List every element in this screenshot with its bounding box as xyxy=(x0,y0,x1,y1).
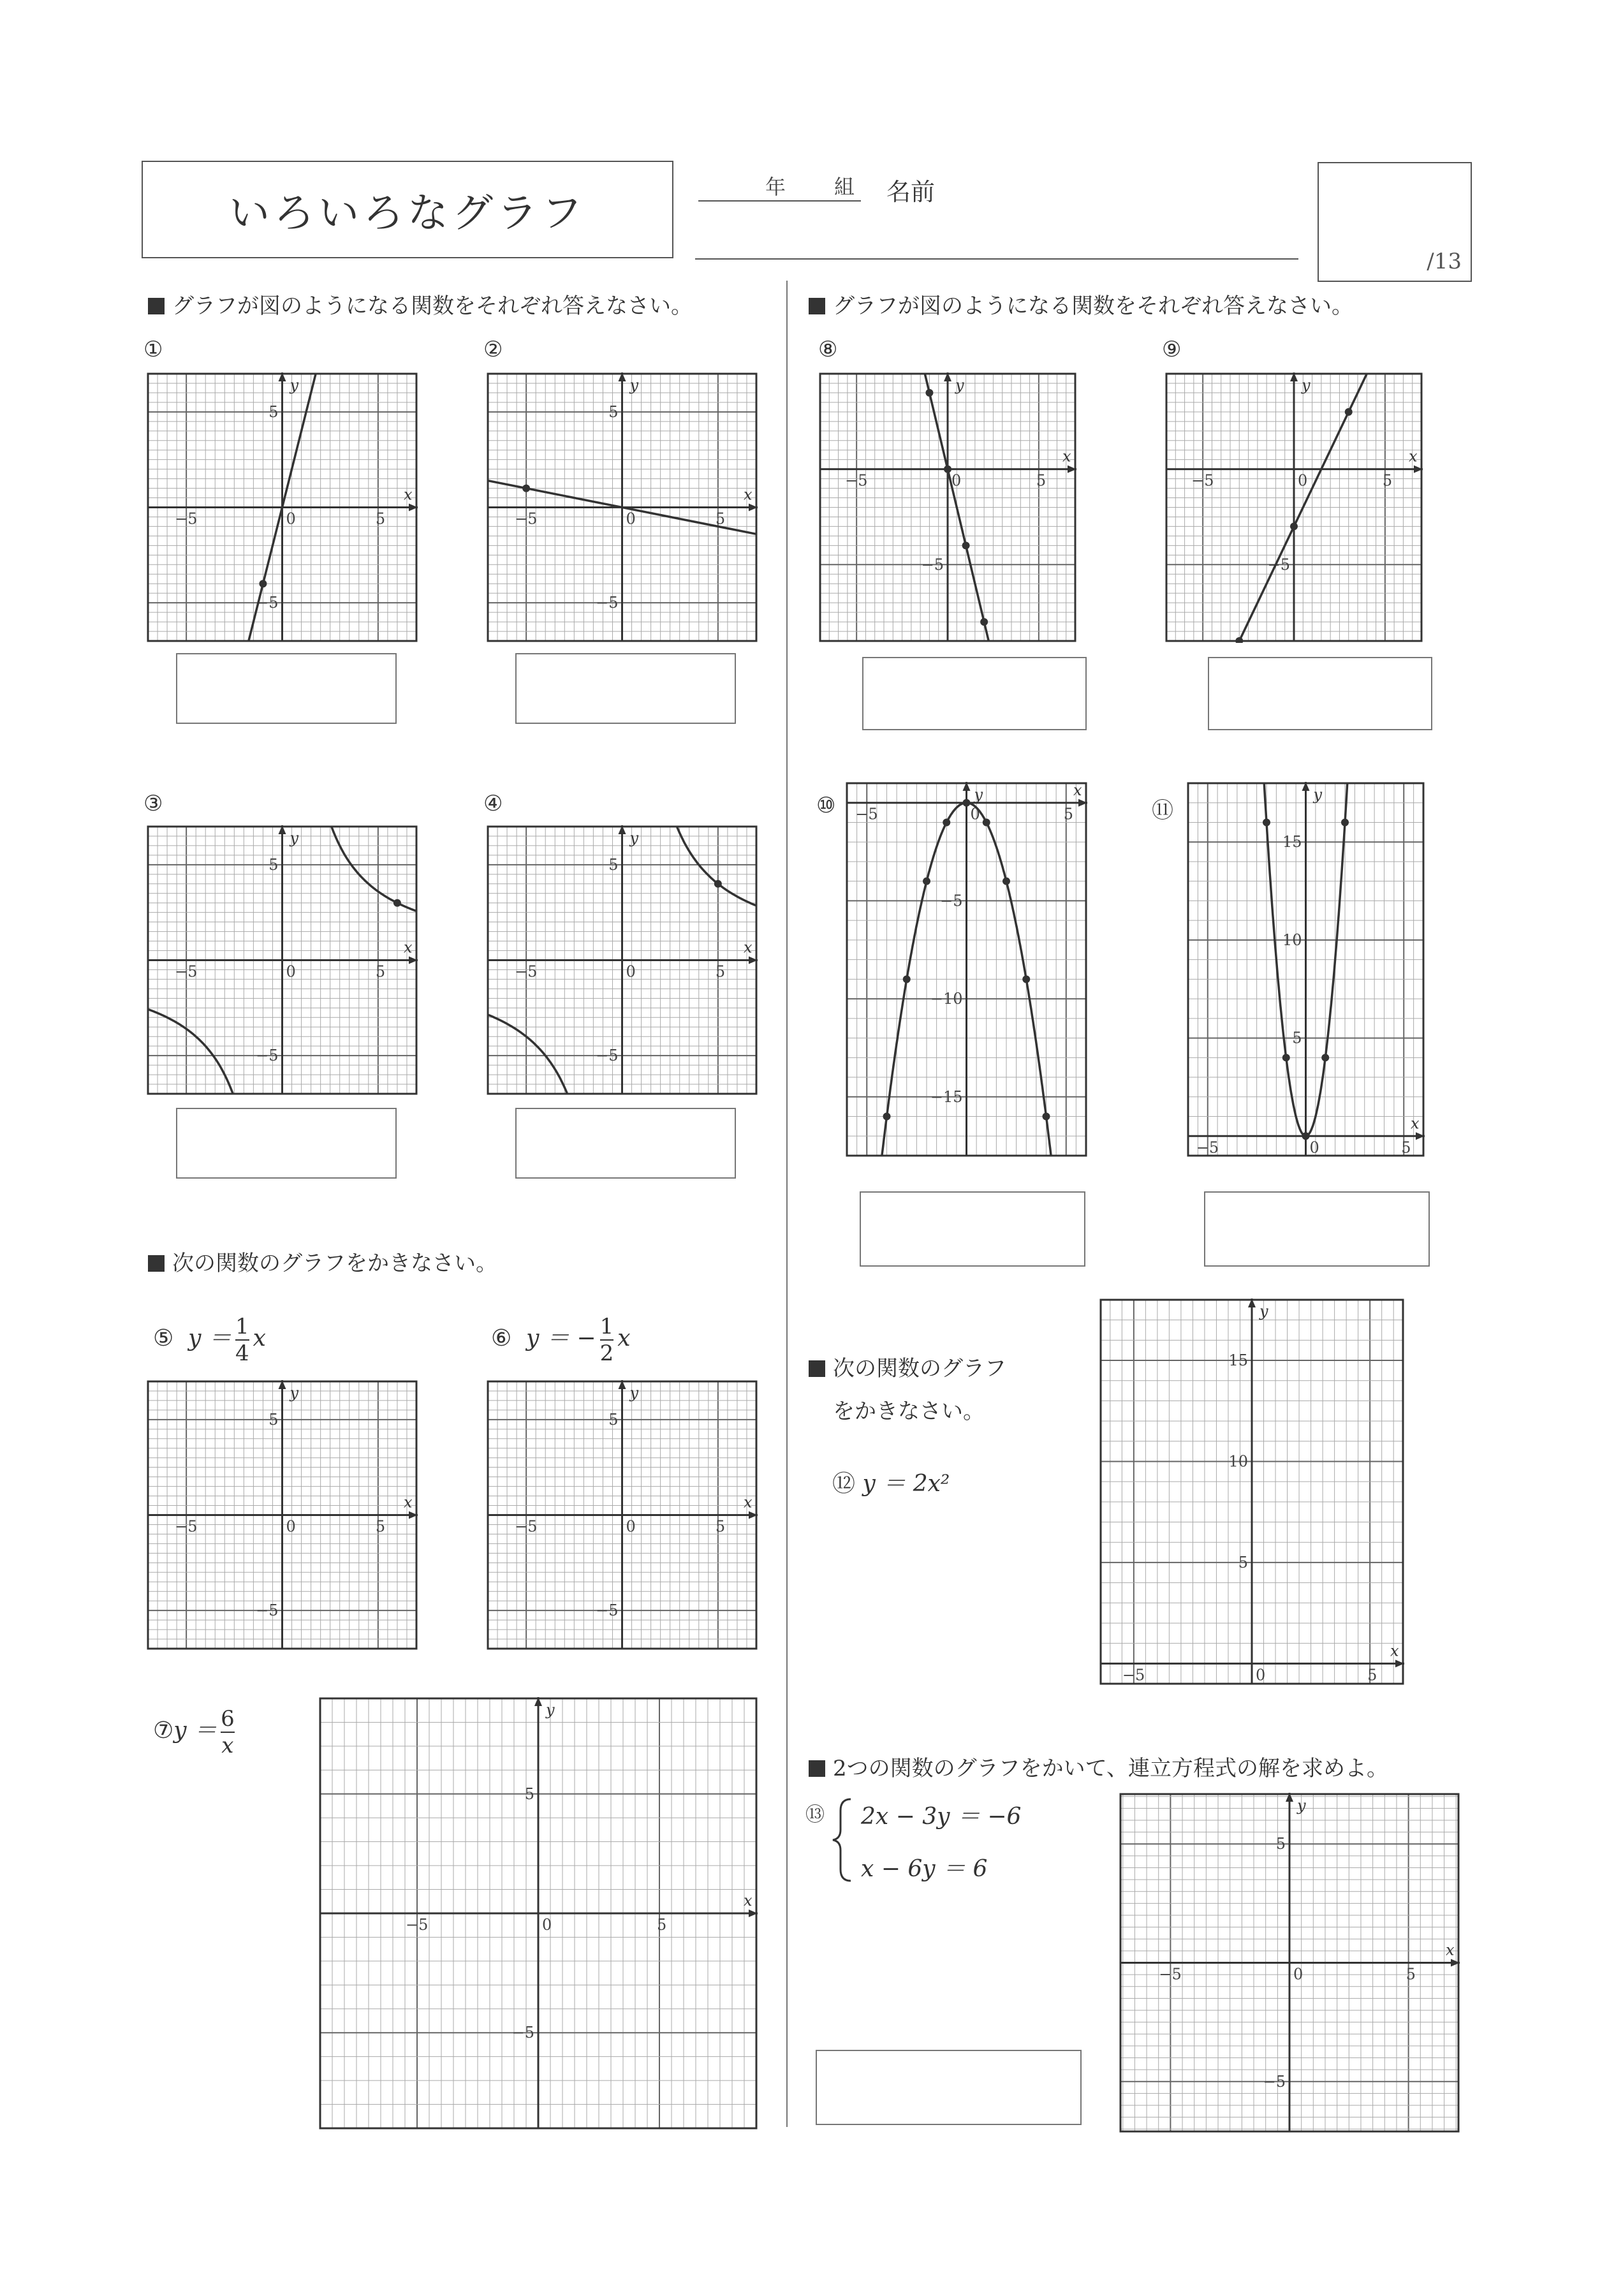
y-axis-label: y xyxy=(290,829,299,847)
formula-6: ⑥ y ＝ − $\frac{1}{2}$ x xyxy=(491,1314,631,1366)
y-tick-label: −5 xyxy=(256,594,279,612)
y-tick-label: 5 xyxy=(608,1410,619,1429)
instruction-left: グラフが図のようになる関数をそれぞれ答えなさい。 xyxy=(148,288,693,320)
problem-number-10: ⑩ xyxy=(816,793,836,818)
x-axis-label: x xyxy=(744,1892,753,1910)
y-axis-label: y xyxy=(290,376,299,394)
origin-label: 0 xyxy=(542,1916,552,1934)
x-tick-label: 5 xyxy=(715,510,726,528)
x-axis-label: x xyxy=(404,1493,413,1512)
formula-7: ⑦y ＝ $\frac{6}{x}$ xyxy=(153,1706,235,1758)
x-tick-label: −5 xyxy=(515,962,538,981)
y-tick-label: 5 xyxy=(524,1785,534,1803)
x-tick-label: 5 xyxy=(715,962,726,981)
y-tick-label: 5 xyxy=(1292,1029,1302,1047)
score-total: /13 xyxy=(1427,249,1462,274)
brace-icon xyxy=(829,1795,855,1885)
y-tick-label: 5 xyxy=(608,402,619,421)
x-tick-label: −5 xyxy=(1196,1138,1219,1157)
x-tick-label: −5 xyxy=(1122,1666,1145,1684)
graph-6[interactable] xyxy=(486,1380,758,1651)
graph-5[interactable] xyxy=(146,1380,418,1651)
y-tick-label: 10 xyxy=(1228,1452,1248,1471)
x-axis-label: x xyxy=(744,938,753,957)
graph-point xyxy=(980,618,988,626)
graph-point xyxy=(1282,1054,1290,1061)
instruction-q13: 2つの関数のグラフをかいて、連立方程式の解を求めよ。 xyxy=(809,1751,1388,1782)
origin-label: 0 xyxy=(1298,471,1308,490)
origin-label: 0 xyxy=(626,962,636,981)
answer-box-9[interactable] xyxy=(1208,657,1432,730)
formula-13-eq2: x − 6y ＝ 6 xyxy=(861,1856,988,1882)
y-tick-label: −5 xyxy=(1267,556,1290,574)
graph-point xyxy=(1022,975,1030,983)
x-axis-label: x xyxy=(1411,1114,1420,1133)
x-tick-label: 5 xyxy=(375,510,386,528)
y-tick-label: 5 xyxy=(1238,1553,1248,1571)
answer-box-2[interactable] xyxy=(515,653,736,724)
answer-box-11[interactable] xyxy=(1204,1191,1430,1267)
answer-box-10[interactable] xyxy=(860,1191,1085,1267)
class-underline xyxy=(698,200,861,202)
instruction-draw: 次の関数のグラフをかきなさい。 xyxy=(148,1246,497,1277)
name-underline[interactable] xyxy=(695,258,1298,260)
x-tick-label: −5 xyxy=(175,1517,198,1536)
graph-point xyxy=(393,899,401,907)
y-tick-label: −5 xyxy=(256,1047,279,1065)
graph-point xyxy=(962,541,970,549)
graph-point xyxy=(925,389,933,397)
graph-point xyxy=(1235,637,1243,643)
formula-13: ⑬ xyxy=(805,1804,825,1826)
origin-label: 0 xyxy=(1256,1666,1266,1684)
x-axis-label: x xyxy=(404,485,413,504)
graph-point xyxy=(714,880,722,888)
x-tick-label: 5 xyxy=(1036,471,1047,490)
origin-label: 0 xyxy=(1309,1138,1319,1157)
x-tick-label: 5 xyxy=(1401,1138,1411,1157)
graph-point xyxy=(944,466,951,473)
formula-5: ⑤ y ＝ $\frac{1}{4}$ x xyxy=(153,1314,266,1366)
graph-point xyxy=(983,818,990,826)
x-axis-label: x xyxy=(404,938,413,957)
x-tick-label: 5 xyxy=(375,1517,386,1536)
y-axis-label: y xyxy=(629,376,639,394)
answer-box-8[interactable] xyxy=(862,657,1087,730)
y-axis-label: y xyxy=(1313,786,1323,804)
y-axis-label: y xyxy=(1259,1302,1268,1320)
graph-8 xyxy=(818,372,1077,643)
x-tick-label: −5 xyxy=(406,1916,429,1934)
graph-1 xyxy=(146,372,418,643)
graph-7[interactable] xyxy=(318,1696,758,2130)
square-bullet-icon xyxy=(148,298,165,314)
origin-label: 0 xyxy=(970,805,980,823)
x-axis-label: x xyxy=(744,1493,753,1512)
y-tick-label: 15 xyxy=(1228,1351,1248,1370)
x-axis-label: x xyxy=(1390,1642,1399,1660)
y-axis-label: y xyxy=(974,786,983,804)
graph-point xyxy=(1302,1132,1310,1140)
problem-number-3: ③ xyxy=(143,791,163,816)
x-tick-label: −5 xyxy=(1159,1965,1182,1983)
graph-point xyxy=(1345,408,1353,416)
x-axis-label: x xyxy=(744,485,753,504)
graph-4 xyxy=(486,825,758,1096)
x-tick-label: −5 xyxy=(175,510,198,528)
x-axis-label: x xyxy=(1073,781,1082,799)
origin-label: 0 xyxy=(286,510,296,528)
formula-12: ⑫ y ＝ 2x² xyxy=(832,1471,950,1497)
square-bullet-icon xyxy=(809,298,825,314)
graph-3 xyxy=(146,825,418,1096)
x-tick-label: −5 xyxy=(515,510,538,528)
y-tick-label: 5 xyxy=(268,855,279,874)
graph-9 xyxy=(1164,372,1423,643)
answer-box-13[interactable] xyxy=(816,2050,1082,2125)
graph-point xyxy=(259,580,267,587)
y-tick-label: 5 xyxy=(268,402,279,421)
x-tick-label: 5 xyxy=(715,1517,726,1536)
instruction-q12: 次の関数のグラフ xyxy=(809,1351,1006,1382)
graph-point xyxy=(1321,1054,1329,1061)
graph-2 xyxy=(486,372,758,643)
y-axis-label: y xyxy=(1297,1797,1306,1814)
x-tick-label: −5 xyxy=(855,805,878,823)
graph-10 xyxy=(845,781,1088,1158)
y-axis-label: y xyxy=(629,829,639,847)
origin-label: 0 xyxy=(626,510,636,528)
answer-box-3[interactable] xyxy=(176,1108,397,1179)
y-tick-label: 15 xyxy=(1282,833,1302,851)
graph-point xyxy=(522,485,530,492)
origin-label: 0 xyxy=(951,471,962,490)
y-axis-label: y xyxy=(629,1384,639,1402)
x-tick-label: −5 xyxy=(845,471,868,490)
x-tick-label: 5 xyxy=(1382,471,1393,490)
y-tick-label: −10 xyxy=(930,990,963,1008)
x-axis-label: x xyxy=(1446,1941,1455,1959)
x-tick-label: 5 xyxy=(1367,1666,1377,1684)
y-tick-label: −5 xyxy=(1263,2072,1286,2091)
graph-point xyxy=(903,975,911,983)
column-divider xyxy=(786,281,788,2127)
instruction-q12-line2: をかきなさい。 xyxy=(833,1399,985,1424)
graph-curve xyxy=(283,825,416,911)
x-tick-label: 5 xyxy=(1063,805,1074,823)
graph-point xyxy=(943,818,950,826)
graph-point xyxy=(963,799,971,807)
y-tick-label: −5 xyxy=(596,1601,619,1620)
graph-point xyxy=(1290,522,1298,530)
x-axis-label: x xyxy=(1062,447,1071,466)
score-box[interactable] xyxy=(1318,162,1472,282)
y-axis-label: y xyxy=(546,1701,555,1719)
instruction-right: グラフが図のようになる関数をそれぞれ答えなさい。 xyxy=(809,288,1353,320)
origin-label: 0 xyxy=(626,1517,636,1536)
x-tick-label: 5 xyxy=(375,962,386,981)
origin-label: 0 xyxy=(1293,1965,1304,1983)
problem-number-1: ① xyxy=(143,337,163,362)
formula-13-eq1: 2x − 3y ＝ −6 xyxy=(861,1804,1022,1830)
y-tick-label: −5 xyxy=(511,2024,534,2042)
square-bullet-icon xyxy=(809,1360,825,1377)
graph-13[interactable] xyxy=(1119,1792,1460,2133)
y-tick-label: −5 xyxy=(256,1601,279,1620)
problem-number-9: ⑨ xyxy=(1162,337,1182,362)
y-tick-label: 10 xyxy=(1282,931,1302,949)
y-tick-label: −5 xyxy=(921,556,944,574)
y-tick-label: −5 xyxy=(940,892,963,910)
graph-point xyxy=(923,878,930,885)
worksheet-title: いろいろなグラフ xyxy=(142,161,673,258)
problem-number-4: ④ xyxy=(483,791,503,816)
y-tick-label: −15 xyxy=(930,1087,963,1106)
x-tick-label: −5 xyxy=(515,1517,538,1536)
origin-label: 0 xyxy=(286,962,296,981)
y-tick-label: 5 xyxy=(608,855,619,874)
y-axis-label: y xyxy=(290,1384,299,1402)
y-tick-label: −5 xyxy=(596,594,619,612)
x-axis-label: x xyxy=(1409,447,1418,466)
x-tick-label: 5 xyxy=(1406,1965,1416,1983)
origin-label: 0 xyxy=(286,1517,296,1536)
square-bullet-icon xyxy=(148,1255,165,1272)
problem-number-11: ⑪ xyxy=(1152,798,1173,823)
x-tick-label: −5 xyxy=(1191,471,1214,490)
problem-number-8: ⑧ xyxy=(818,337,838,362)
graph-point xyxy=(1043,1113,1050,1121)
kumi-label: 組 xyxy=(834,175,855,199)
graph-point xyxy=(1341,818,1349,826)
graph-point xyxy=(1002,878,1010,885)
problem-number-2: ② xyxy=(483,337,503,362)
x-tick-label: −5 xyxy=(175,962,198,981)
graph-11 xyxy=(1186,781,1425,1158)
answer-box-1[interactable] xyxy=(176,653,397,724)
y-tick-label: 5 xyxy=(268,1410,279,1429)
y-tick-label: 5 xyxy=(1275,1835,1286,1853)
y-axis-label: y xyxy=(1302,376,1311,394)
square-bullet-icon xyxy=(809,1760,825,1777)
answer-box-4[interactable] xyxy=(515,1108,736,1179)
name-label: 名前 xyxy=(886,178,936,206)
y-tick-label: −5 xyxy=(596,1047,619,1065)
y-axis-label: y xyxy=(955,376,964,394)
graph-point xyxy=(1263,818,1270,826)
x-tick-label: 5 xyxy=(657,1916,667,1934)
graph-12[interactable] xyxy=(1099,1298,1405,1686)
graph-point xyxy=(883,1113,891,1121)
nen-label: 年 xyxy=(765,175,786,199)
